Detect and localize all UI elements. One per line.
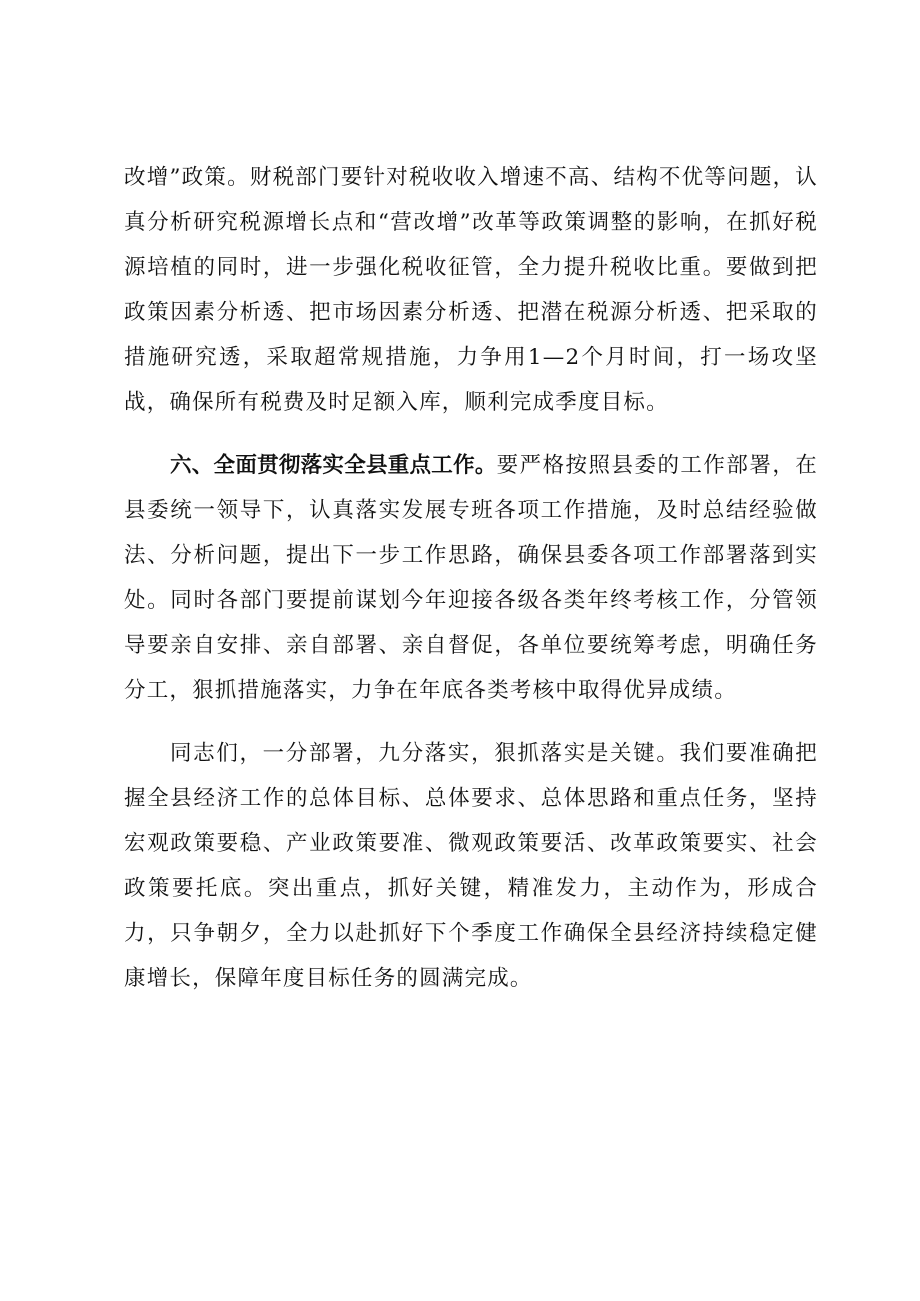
paragraph-tax-revenue: 改增”政策。财税部门要针对税收收入增速不高、结构不优等问题，认真分析研究税源增长点和“营改增”改革等政策调整的影响，在抓好税源培植的同时，进一步强化税收征管，全力提升税收比重。要做到把政策因素分析透、把市场因素分析透、把潜在税源分析透、把采取的措施研究透，采取超常规措施，力争用1—2个月时间，打一场攻坚战，确保所有税费及时足额入库，顺利完成季度目标。 — [124, 165, 818, 415]
document-body — [124, 155, 818, 1019]
paragraph-key-work-body: 要严格按照县委的工作部署，在县委统一领导下，认真落实发展专班各项工作措施，及时总结经验做法、分析问题，提出下一步工作思路，确保县委各项工作部署落到实处。同时各部门要提前谋划今年迎接各级各类年终考核工作，分管领导要亲自安排、亲自部署、亲自督促，各单位要统筹考虑，明确任务分工，狠抓措施落实，力争在年底各类考核中取得优异成绩。 — [124, 453, 818, 703]
paragraph-closing: 同志们，一分部署，九分落实，狠抓落实是关键。我们要准确把握全县经济工作的总体目标、总体要求、总体思路和重点任务，坚持宏观政策要稳、产业政策要准、微观政策要活、改革政策要实、社会政策要托底。突出重点，抓好关键，精准发力，主动作为，形成合力，只争朝夕，全力以赴抓好下个季度工作确保全县经济持续稳定健康增长，保障年度目标任务的圆满完成。 — [124, 741, 818, 991]
paragraph-key-work — [124, 443, 818, 713]
section-heading-six: 六、全面贯彻落实全县重点工作。 — [170, 453, 497, 478]
